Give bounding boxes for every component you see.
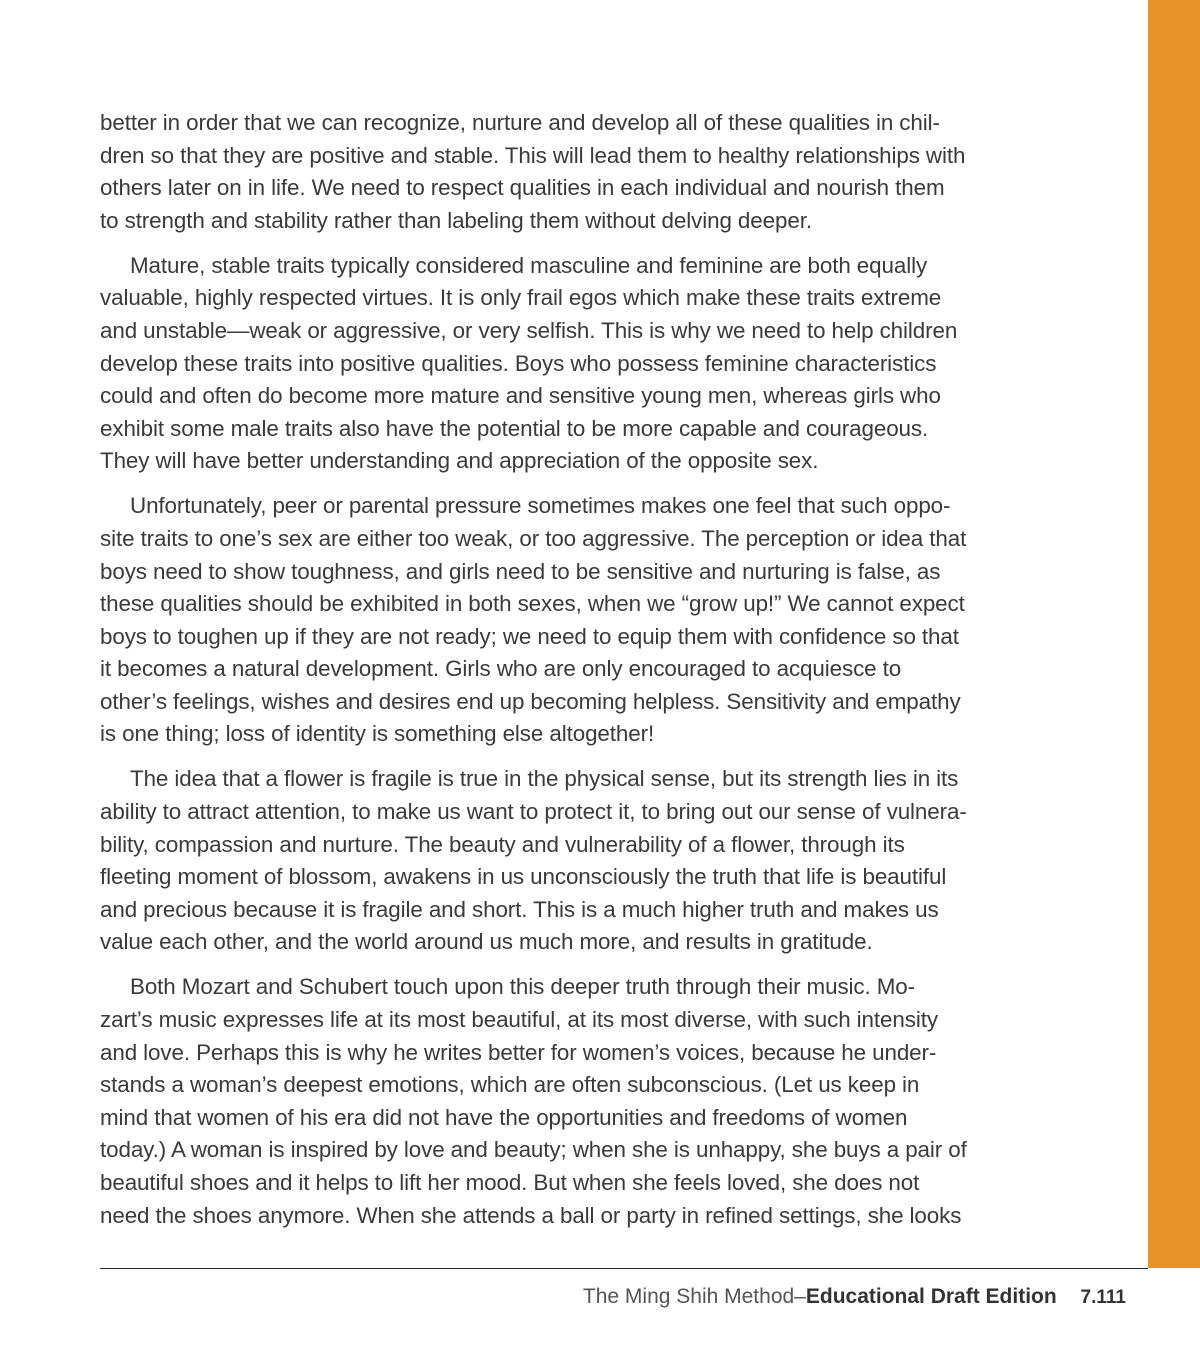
text-line: could and often do become more mature and sensitive young men, whereas girls who [100, 383, 941, 409]
paragraph-5 [100, 971, 1050, 1232]
text-line: ability to attract attention, to make us want to protect it, to bring out our sense of vulnera- [100, 799, 967, 825]
text-line: The idea that a flower is fragile is true in the physical sense, but its strength lies in its [130, 766, 959, 792]
footer-divider [100, 1268, 1148, 1269]
text-line: bility, compassion and nurture. The beauty and vulnerability of a flower, through its [100, 831, 905, 857]
text-line: They will have better understanding and appreciation of the opposite sex. [100, 448, 819, 474]
text-line: fleeting moment of blossom, awakens in us unconsciously the truth that life is beautiful [100, 864, 947, 890]
text-line: and love. Perhaps this is why he writes better for women’s voices, because he under- [100, 1039, 937, 1065]
paragraph-1 [100, 107, 1050, 237]
text-line: boys to toughen up if they are not ready; we need to equip them with confidence so that [100, 623, 959, 649]
footer-edition: Educational Draft Edition [805, 1285, 1057, 1308]
body-text [100, 107, 1050, 1245]
footer-book-title: The Ming Shih Method– [582, 1285, 806, 1308]
text-line: beautiful shoes and it helps to lift her mood. But when she feels loved, she does not [100, 1169, 920, 1195]
text-line: stands a woman’s deepest emotions, which are often subconscious. (Let us keep in [100, 1072, 920, 1098]
paragraph-2 [100, 250, 1050, 478]
text-line: site traits to one’s sex are either too weak, or too aggressive. The perception or idea that [100, 525, 967, 551]
text-line: is one thing; loss of identity is something else altogether! [100, 721, 655, 747]
text-line: and unstable—weak or aggressive, or very selfish. This is why we need to help children [100, 317, 958, 343]
text-line: other’s feelings, wishes and desires end up becoming helpless. Sensitivity and empathy [100, 688, 961, 714]
paragraph-4 [100, 763, 1050, 959]
text-line: need the shoes anymore. When she attends a ball or party in refined settings, she looks [100, 1202, 962, 1228]
text-line: zart’s music expresses life at its most beautiful, at its most diverse, with such intensity [100, 1007, 938, 1032]
text-line: today.) A woman is inspired by love and beauty; when she is unhappy, she buys a pair of [100, 1137, 967, 1163]
page-footer [583, 1281, 1126, 1314]
paragraph-3 [100, 490, 1050, 751]
text-line: mind that women of his era did not have the opportunities and freedoms of women [100, 1104, 908, 1130]
text-line: and precious because it is fragile and short. This is a much higher truth and makes us [100, 896, 939, 922]
text-line: Unfortunately, peer or parental pressure sometimes makes one feel that such oppo- [130, 493, 951, 519]
text-line: Both Mozart and Schubert touch upon this deeper truth through their music. Mo- [130, 974, 916, 1000]
text-line: exhibit some male traits also have the potential to be more capable and courageous. [100, 415, 929, 441]
page-number: 7.111 [1080, 1287, 1126, 1308]
text-line: value each other, and the world around us much more, and results in gratitude. [100, 929, 873, 955]
text-line: others later on in life. We need to respect qualities in each individual and nourish them [100, 175, 945, 201]
text-line: develop these traits into positive qualities. Boys who possess feminine characteristics [100, 350, 937, 376]
orange-side-bar [1148, 0, 1200, 1268]
text-line: it becomes a natural development. Girls who are only encouraged to acquiesce to [100, 656, 902, 682]
text-line: Mature, stable traits typically considered masculine and feminine are both equally [130, 252, 928, 278]
text-line: boys need to show toughness, and girls need to be sensitive and nurturing is false, as [100, 558, 941, 584]
text-line: these qualities should be exhibited in both sexes, when we “grow up!” We cannot expect [100, 591, 965, 617]
text-line: valuable, highly respected virtues. It is only frail egos which make these traits extreme [100, 285, 942, 311]
text-line: to strength and stability rather than labeling them without delving deeper. [100, 207, 812, 233]
text-line: better in order that we can recognize, nurture and develop all of these qualities in chil- [100, 110, 940, 135]
text-line: dren so that they are positive and stable. This will lead them to healthy relationships with [100, 142, 966, 168]
